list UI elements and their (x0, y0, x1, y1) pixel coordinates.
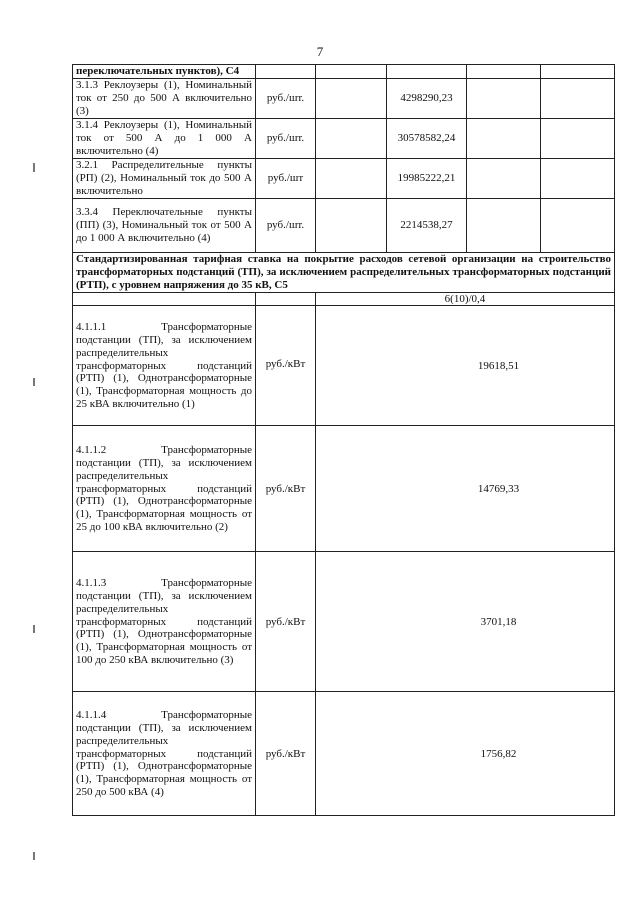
row-value: 4298290,23 (387, 78, 467, 118)
row-unit: руб./кВт (256, 426, 316, 552)
table-row (73, 198, 615, 252)
row-value: 19985222,21 (387, 158, 467, 198)
row-value: 3701,18 (316, 552, 615, 692)
row-value: 2214538,27 (387, 198, 467, 252)
row-unit: руб./кВт (256, 552, 316, 692)
row-description: 4.1.1.1 Трансформаторные подстанции (ТП), за исключением распределительных трансформаторных подстанций (РТП) (1), Однотрансформаторные (1), Трансформаторная мощность до 25 кВА включительно (1) (73, 306, 256, 426)
row-description: 4.1.1.4 Трансформаторные подстанции (ТП), за исключением распределительных трансформаторных подстанций (РТП) (1), Однотрансформаторные (1), Трансформаторная мощность от 250 до 500 кВА (4) (73, 692, 256, 816)
row-description: 3.2.1 Распределительные пункты (РП) (2), Номинальный ток до 500 А включительно (73, 158, 256, 198)
margin-mark (33, 625, 35, 633)
row-description: 3.1.4 Реклоузеры (1), Номинальный ток от 500 А до 1 000 А включительно (4) (73, 118, 256, 158)
voltage-label: 6(10)/0,4 (316, 292, 615, 306)
row-unit: руб./кВт (256, 306, 316, 426)
row-value: 1756,82 (316, 692, 615, 816)
table-row (73, 426, 615, 552)
margin-mark (33, 852, 35, 860)
row-value: 30578582,24 (387, 118, 467, 158)
row-unit: руб./шт (256, 158, 316, 198)
margin-mark (33, 163, 35, 172)
row-description: 3.1.3 Реклоузеры (1), Номинальный ток от 250 до 500 А включительно (3) (73, 78, 256, 118)
page-number: 7 (316, 44, 324, 59)
row-unit: руб./шт. (256, 78, 316, 118)
margin-mark (33, 378, 35, 386)
row-unit: руб./шт. (256, 198, 316, 252)
section-continuation: переключательных пунктов), С4 (73, 65, 256, 79)
row-value: 19618,51 (316, 306, 615, 426)
table-row (73, 306, 615, 426)
table-row (73, 692, 615, 816)
section-header: Стандартизированная тарифная ставка на покрытие расходов сетевой организации на строительство трансформаторных подстанций (ТП), за исключением распределительных трансформаторных подстанций (РТП), с уровнем напряжения до 35 кВ, С5 (73, 252, 615, 292)
row-description: 3.3.4 Переключательные пункты (ПП) (3), Номинальный ток от 500 А до 1 000 А включительно (4) (73, 198, 256, 252)
table-row (73, 118, 615, 158)
row-unit: руб./кВт (256, 692, 316, 816)
row-description: 4.1.1.2 Трансформаторные подстанции (ТП), за исключением распределительных трансформаторных подстанций (РТП) (1), Однотрансформаторные (1), Трансформаторная мощность от 25 до 100 кВА включительно (2) (73, 426, 256, 552)
table-row (73, 158, 615, 198)
tariff-table (72, 64, 615, 816)
table-row (73, 552, 615, 692)
voltage-row (73, 292, 615, 306)
row-value: 14769,33 (316, 426, 615, 552)
table-row (73, 65, 615, 79)
row-description: 4.1.1.3 Трансформаторные подстанции (ТП), за исключением распределительных трансформаторных подстанций (РТП) (1), Однотрансформаторные (1), Трансформаторная мощность от 100 до 250 кВА включительно (3) (73, 552, 256, 692)
section-header-row (73, 252, 615, 292)
row-unit: руб./шт. (256, 118, 316, 158)
table-row (73, 78, 615, 118)
